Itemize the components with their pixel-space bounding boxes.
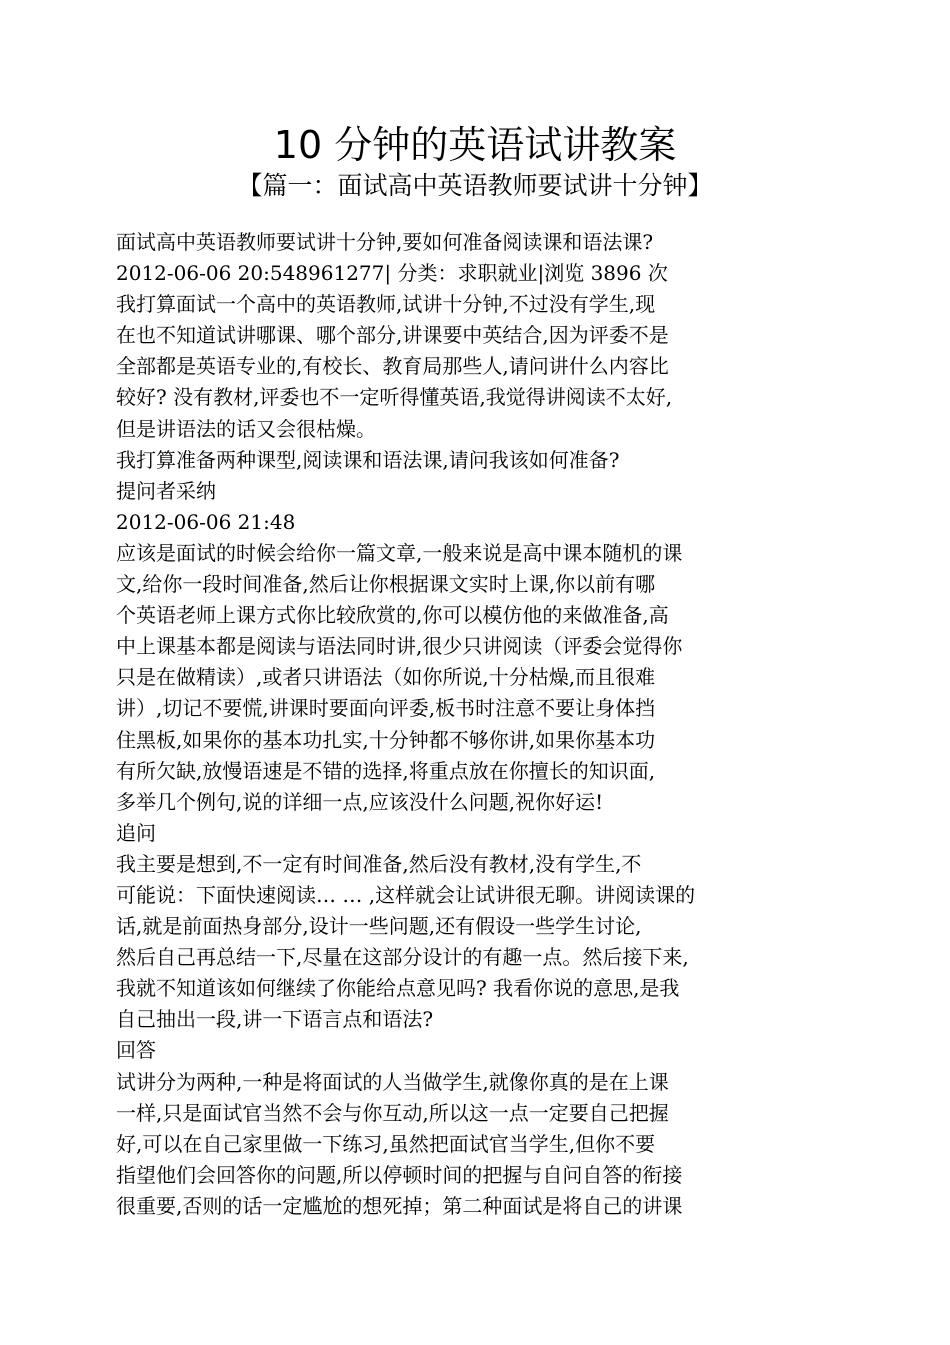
section-label-answer: 回答 <box>116 1038 156 1063</box>
text-line: 住黑板,如果你的基本功扎实,十分钟都不够你讲,如果你基本功 <box>116 727 656 752</box>
text-line: 应该是面试的时候会给你一篇文章,一般来说是高中课本随机的课 <box>116 540 683 565</box>
text-line: 全部都是英语专业的,有校长、教育局那些人,请问讲什么内容比 <box>116 354 669 379</box>
text-line: 但是讲语法的话又会很枯燥。 <box>116 416 376 441</box>
section-label-adopted: 提问者采纳 <box>116 478 216 503</box>
text-line: 可能说：下面快速阅读… … ,这样就会让试讲很无聊。讲阅读课的 <box>116 882 696 907</box>
text-line: 我主要是想到,不一定有时间准备,然后没有教材,没有学生,不 <box>116 851 642 876</box>
text-line: 好,可以在自己家里做一下练习,虽然把面试官当学生,但你不要 <box>116 1131 656 1156</box>
text-line: 文,给你一段时间准备,然后让你根据课文实时上课,你以前有哪 <box>116 572 656 597</box>
text-line: 中上课基本都是阅读与语法同时讲,很少只讲阅读（评委会觉得你 <box>116 634 683 659</box>
answer-timestamp: 2012-06-06 21:48 <box>116 509 296 534</box>
text-line: 较好? 没有教材,评委也不一定听得懂英语,我觉得讲阅读不太好, <box>116 385 673 410</box>
text-line: 多举几个例句,说的详细一点,应该没什么问题,祝你好运! <box>116 789 604 814</box>
document-title: 10 分钟的英语试讲教案 <box>273 123 677 167</box>
text-line: 试讲分为两种,一种是将面试的人当做学生,就像你真的是在上课 <box>116 1069 669 1094</box>
text-line: 很重要,否则的话一定尴尬的想死掉；第二种面试是将自己的讲课 <box>116 1193 683 1218</box>
text-line: 指望他们会回答你的问题,所以停顿时间的把握与自问自答的衔接 <box>116 1162 683 1187</box>
text-line: 在也不知道试讲哪课、哪个部分,讲课要中英结合,因为评委不是 <box>116 323 669 348</box>
text-line: 自己抽出一段,讲一下语言点和语法? <box>116 1007 434 1032</box>
text-line: 面试高中英语教师要试讲十分钟,要如何准备阅读课和语法课? <box>116 230 654 254</box>
text-line: 只是在做精读）,或者只讲语法（如你所说,十分枯燥,而且很难 <box>116 665 656 690</box>
text-line: 有所欠缺,放慢语速是不错的选择,将重点放在你擅长的知识面, <box>116 758 656 783</box>
text-line: 我就不知道该如何继续了你能给点意见吗? 我看你说的意思,是我 <box>116 976 680 1001</box>
text-line: 我打算准备两种课型,阅读课和语法课,请问我该如何准备? <box>116 447 620 472</box>
document-subtitle: 【篇一：面试高中英语教师要试讲十分钟】 <box>237 171 713 200</box>
text-line: 然后自己再总结一下,尽量在这部分设计的有趣一点。然后接下来, <box>116 945 689 970</box>
document-body <box>116 227 776 1222</box>
text-line: 个英语老师上课方式你比较欣赏的,你可以模仿他的来做准备,高 <box>116 603 669 628</box>
section-label-follow-up: 追问 <box>116 820 156 845</box>
text-line: 我打算面试一个高中的英语教师,试讲十分钟,不过没有学生,现 <box>116 292 656 317</box>
post-meta-line: 2012-06-06 20:548961277| 分类：求职就业|浏览 3896 次 <box>116 261 668 286</box>
text-line: 一样,只是面试官当然不会与你互动,所以这一点一定要自己把握 <box>116 1100 669 1125</box>
text-line: 话,就是前面热身部分,设计一些问题,还有假设一些学生讨论, <box>116 914 642 939</box>
text-line: 讲）,切记不要慌,讲课时要面向评委,板书时注意不要让身体挡 <box>116 696 656 721</box>
